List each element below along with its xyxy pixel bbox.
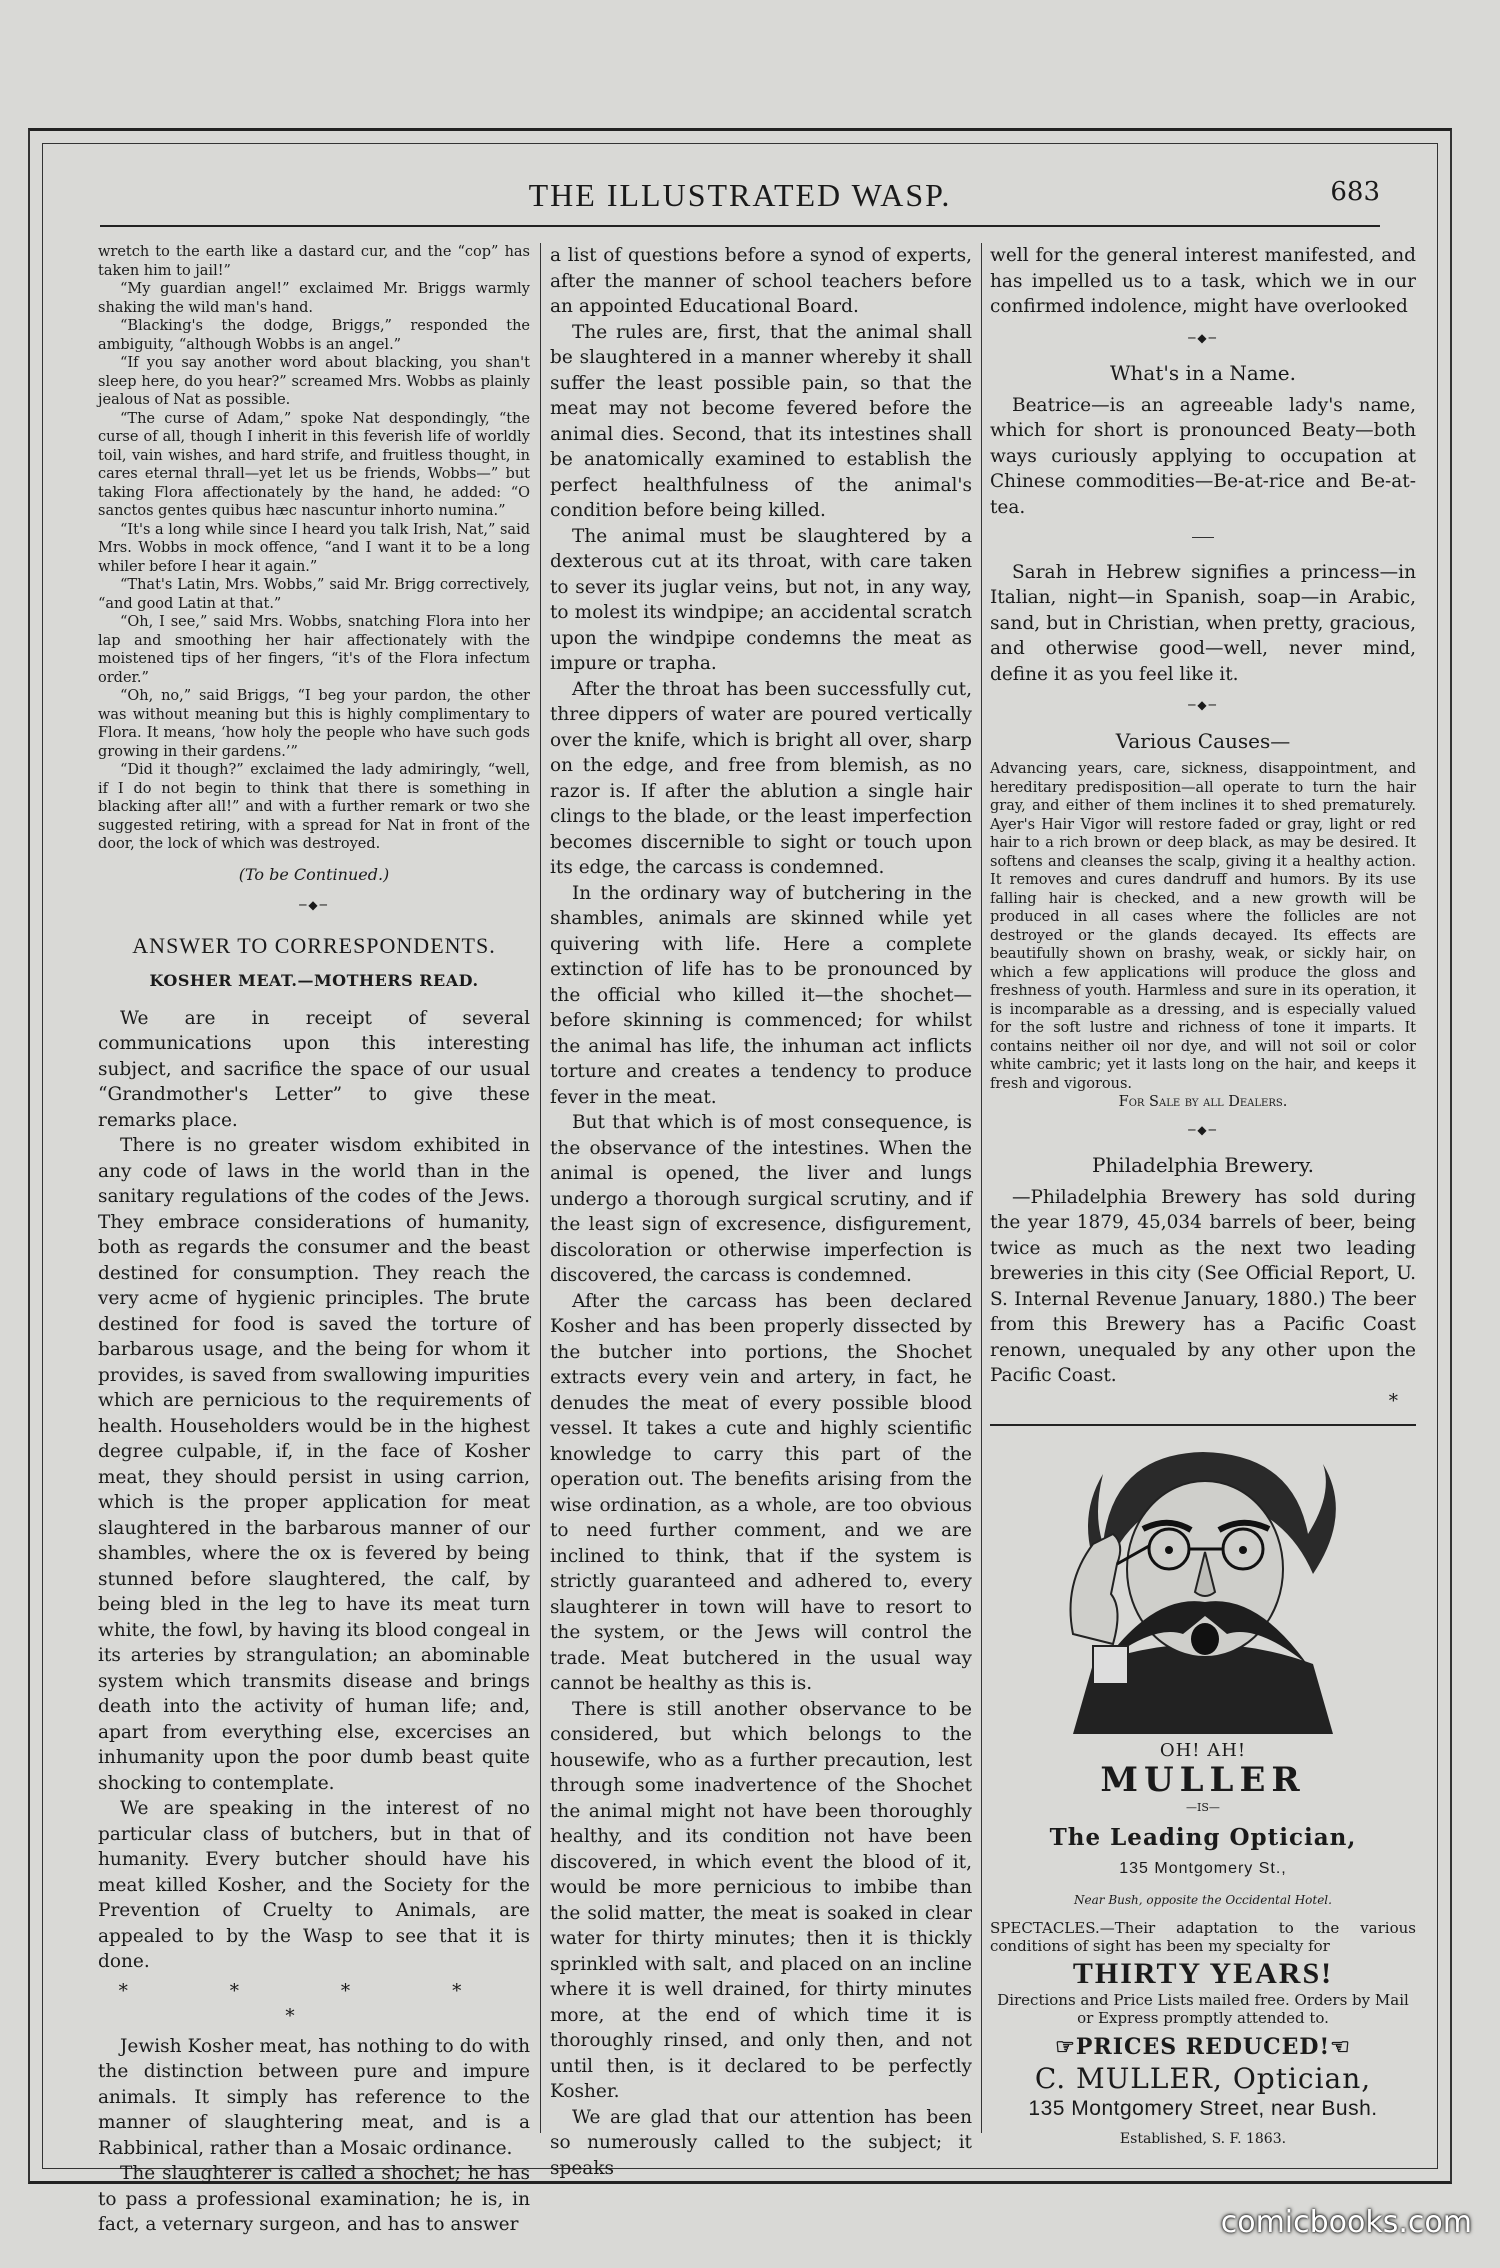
ad-directions: Directions and Price Lists mailed free. Orders by Mail or Express promptly attended to. bbox=[997, 1990, 1409, 2027]
column-2 bbox=[550, 243, 972, 2179]
page-header bbox=[100, 171, 1380, 227]
article-paragraph: But that which is of most consequence, is the observance of the intestines. When the animal is opened, the liver and lungs undergo a thorough surgical scrutiny, and if the least sign of excresence, disfigurement, discoloration or otherwise imperfection is discovered, the carcass is condemned. bbox=[550, 1112, 972, 1286]
ad-leading-optician: The Leading Optician, bbox=[1049, 1823, 1357, 1851]
article-paragraph: After the throat has been successfully cut, three dippers of water are poured vertically over the knife, which is bright all over, sharp on the edge, and free from blemish, as no razor is. If after the ablution a single hair clings to the blade, or the least imperfection becomes discernible to sight or touch upon its edge, the carcass is condemned. bbox=[550, 678, 972, 878]
ornament-divider: ─◆─ bbox=[299, 898, 329, 912]
ad-near: Near Bush, opposite the Occidental Hotel. bbox=[1074, 1892, 1332, 1907]
item-title-brewery: Philadelphia Brewery. bbox=[1091, 1153, 1315, 1177]
article-paragraph: We are glad that our attention has been so numerously called to the subject; it speaks bbox=[550, 2106, 972, 2179]
story-paragraph: “Oh, no,” said Briggs, “I beg your pardon, the other was without meaning but this is highly complimentary to Flora. It means, ‘how holy the people who have such gods growing in their gardens.’” bbox=[98, 688, 530, 760]
article-paragraph: There is still another observance to be considered, but which belongs to the housewife, who as a further precaution, lest through some inadvertence of the Shochet the animal might not have been thoroughly healthy, and its condition not have been discovered, in which event the blood of it, would be more pernicious to imbibe than the solid matter, the meat is soaked in clear water for thirty minutes; then it is thickly sprinkled with salt, and placed on an incline where it is well drained, for thirty minutes more, at the end of which time it is thoroughly rinsed, and only then, and not until then, is it declared to be perfectly Kosher. bbox=[550, 1698, 972, 2102]
portrait-illustration bbox=[1033, 1434, 1373, 1734]
article-paragraph: The animal must be slaughtered by a dexterous cut at its throat, with care taken to sever its juglar veins, but not, in any way, to molest its windpipe; an accidental scratch upon the windpipe condemns the meat as impure or trapha. bbox=[550, 525, 972, 674]
story-paragraph: “Did it though?” exclaimed the lady admiringly, “well, if I do not begin to think that there is something in blacking after all!” and with a further remark or two she suggested retiring, with a spread for Nat in front of the door, the lock of which was destroyed. bbox=[98, 762, 530, 852]
ornament-divider: ─◆─ bbox=[1188, 698, 1218, 712]
column-rule bbox=[540, 243, 541, 2133]
hair-vigor-ad-text: Advancing years, care, sickness, disappointment, and hereditary predisposition—all operate to turn the hair gray, and either of them inclines it to shed prematurely. Ayer's Hair Vigor will restore faded or gray, light or red hair to a rich brown or deep black, as may be desired. It softens and cleanses the scalp, giving it a healthy action. It removes and cures dandruff and humors. By its use falling hair is checked, and a new growth will be produced in all cases where the follicles are not destroyed or the glands decayed. Its effects are beautifully shown on brashy, weak, or sickly hair, on which a few applications will produce the gloss and freshness of youth. Harmless and sure in its operation, it is incomparable as a dressing, and is especially valued for the soft lustre and richness of tone it imparts. It contains neither oil nor dye, and will not soil or color white cambric; yet it lasts long on the hair, and keeps it fresh and vigorous. bbox=[990, 761, 1416, 1092]
item-title-name: What's in a Name. bbox=[1109, 361, 1296, 385]
article-paragraph: Jewish Kosher meat, has nothing to do with the distinction between pure and impure animals. It simply has reference to the manner of slaughtering meat, and is a Rabbinical, rather than a Mosaic ordinance. bbox=[98, 2035, 530, 2159]
ad-thirty-years: THIRTY YEARS! bbox=[1072, 1957, 1334, 1990]
stars-divider: * * * * * bbox=[118, 1980, 510, 2027]
article-paragraph: a list of questions before a synod of experts, after the manner of school teachers before an appointed Educational Board. bbox=[550, 245, 972, 317]
article-paragraph: The slaughterer is called a shochet; he has to pass a professional examination; he is, in fact, a veternary surgeon, and has to answer bbox=[98, 2163, 530, 2235]
ad-exclamation: OH! AH! bbox=[1159, 1740, 1247, 1761]
story-paragraph: “My guardian angel!” exclaimed Mr. Briggs warmly shaking the wild man's hand. bbox=[98, 281, 530, 316]
ad-c-muller: C. MULLER, Optician, bbox=[1034, 2062, 1372, 2095]
story-paragraph: wretch to the earth like a dastard cur, and the “cop” has taken him to jail!” bbox=[98, 244, 530, 279]
story-paragraph: “Blacking's the dodge, Briggs,” responded the ambiguity, “although Wobbs is an angel.” bbox=[98, 318, 530, 353]
muller-advertisement bbox=[990, 1434, 1416, 2153]
dash-divider bbox=[990, 524, 1416, 550]
story-paragraph: “The curse of Adam,” spoke Nat despondingly, “the curse of all, though I inherit in this feverish life of worldly toil, vain wishes, and hard strife, and fruitless thought, in cares eternal thrall—yet let us be friends, Wobbs—” but taking Flora affectionately by the hand, he added: “O sanctos gentes quibus hæc nascuntur inhorto numina.” bbox=[98, 410, 530, 519]
brewery-text: —Philadelphia Brewery has sold during the year 1879, 45,034 barrels of beer, being twice as much as the next two leading breweries in this city (See Official Report, U. S. Internal Revenue January, 1880.) The beer from this Brewery has a Pacific Coast renown, unequaled by any other upon the Pacific Coast. bbox=[990, 1186, 1416, 1386]
article-paragraph: We are speaking in the interest of no particular class of butchers, but in that of humanity. Every butcher should have his meat killed Kosher, and the Society for the Prevention of Cruelty to Animals, are appealed to by the Wasp to see that it is done. bbox=[98, 1798, 530, 1972]
for-sale-line: For Sale by all Dealers. bbox=[1118, 1094, 1288, 1110]
article-paragraph: After the carcass has been declared Kosher and has been properly dissected by the butcher into portions, the Shochet extracts every vein and artery, in fact, he denudes the meat of every possible blood vessel. It takes a cute and highly scientific knowledge to carry this part of the operation out. The benefits arising from the wise ordination, as a whole, are too obvious to need further comment, and we are inclined to think, that if the system is strictly guaranteed and adhered to, every slaughterer in town will have to resort to the system, or the Jews will control the trade. Meat butchered in the usual way cannot be healthy as this is. bbox=[550, 1290, 972, 1694]
item-title-causes: Various Causes— bbox=[1115, 728, 1291, 753]
article-paragraph: well for the general interest manifested, and has impelled us to a task, which we in our confirmed indolence, might have overlooked bbox=[990, 245, 1416, 317]
serial-story bbox=[98, 243, 530, 854]
ad-name: MULLER bbox=[1100, 1759, 1306, 1800]
ad-spectacles: SPECTACLES.—Their adaptation to the various conditions of sight has been my specialty for bbox=[990, 1919, 1416, 1955]
page-number: 683 bbox=[1330, 177, 1380, 207]
story-paragraph: “It's a long while since I heard you talk Irish, Nat,” said Mrs. Wobbs in mock offence, “and I want it to be a long whiler before I hear it again.” bbox=[98, 521, 530, 575]
article-paragraph: There is no greater wisdom exhibited in any code of laws in the world than in the sanitary regulations of the codes of the Jews. They embrace considerations of humanity, both as regards the consumer and the beast destined for consumption. They reach the very acme of hygienic principles. The brute destined for food is saved the torture of barbarous usage, and the being for whom it provides, is saved from swallowing impurities which are pernicious to the requirements of health. Householders would be in the highest degree culpable, if, in the face of Kosher meat, they should persist in using carrion, which is the proper application for meat slaughtered in the barbarous manner of our shambles, where the ox is fevered by being stunned before slaughtered, the calf, by being bled in the leg to have its meat turn white, the fowl, by having its blood congeal in its arteries by strangulation; an abominable system which transmits disease and brings death into the activity of human life; and, apart from everything else, excercises an inhumanity upon the poor dumb beast quite shocking to contemplate. bbox=[98, 1135, 530, 1794]
ornament-divider: ─◆─ bbox=[1188, 330, 1218, 345]
publication-title: THE ILLUSTRATED WASP. bbox=[528, 177, 952, 213]
ad-rule bbox=[990, 1424, 1416, 1426]
ad-is: —IS— bbox=[1186, 1801, 1220, 1814]
watermark-text: comicbooks.com bbox=[1220, 2205, 1472, 2240]
brewery-star: * bbox=[1388, 1390, 1398, 1412]
ad-address: 135 Montgomery St., bbox=[1119, 1860, 1287, 1877]
item-paragraph: Sarah in Hebrew signifies a princess—in Italian, night—in Spanish, soap—in Arabic, sand, but in Christian, when pretty, gracious, and otherwise good—well, never mind, define it as you feel like it. bbox=[990, 561, 1416, 685]
article-title: KOSHER MEAT.—MOTHERS READ. bbox=[149, 971, 479, 990]
column-3 bbox=[990, 243, 1416, 2147]
column-rule bbox=[981, 243, 982, 2133]
story-paragraph: “That's Latin, Mrs. Wobbs,” said Mr. Brigg correctively, “and good Latin at that.” bbox=[98, 577, 530, 612]
story-paragraph: “Oh, I see,” said Mrs. Wobbs, snatching Flora into her lap and smoothing her hair affectionately with the moistened tips of her fingers, “it's of the Flora infectum order.” bbox=[98, 614, 530, 686]
ornament-divider: ─◆─ bbox=[1188, 1122, 1218, 1137]
ad-established: Established, S. F. 1863. bbox=[1119, 2131, 1287, 2147]
article-paragraph: The rules are, first, that the animal shall be slaughtered in a manner whereby it shall suffer the least possible pain, so that the meat may not become fevered before the animal dies. Second, that its intestines shall be anatomically examined to establish the perfect healthfulness of the animal's condition before being killed. bbox=[550, 321, 972, 521]
ad-c-muller-address: 135 Montgomery Street, near Bush. bbox=[1028, 2096, 1378, 2120]
article-paragraph: We are in receipt of several communications upon this interesting subject, and sacrifice the space of our usual “Grandmother's Letter” to give these remarks place. bbox=[98, 1007, 530, 1131]
story-paragraph: “If you say another word about blacking, you shan't sleep here, do you hear?” screamed Mrs. Wobbs as plainly jealous of Nat as possible. bbox=[98, 355, 530, 408]
ad-prices-reduced: ☞PRICES REDUCED!☜ bbox=[1055, 2033, 1351, 2060]
column-1 bbox=[98, 243, 530, 2235]
section-title: ANSWER TO CORRESPONDENTS. bbox=[132, 932, 496, 958]
to-be-continued: (To be Continued.) bbox=[238, 864, 390, 884]
item-paragraph: Beatrice—is an agreeable lady's name, which for short is pronounced Beaty—both ways curiously applying to occupation at Chinese commodities—Be-at-rice and Be-at-tea. bbox=[990, 394, 1416, 518]
article-paragraph: In the ordinary way of butchering in the shambles, animals are skinned while yet quivering with life. Here a complete extinction of life has to be pronounced by the official who killed it—the shochet—before skinning is commenced; for whilst the animal has life, the inhuman act inflicts torture and creates a tendency to produce fever in the meat. bbox=[550, 882, 972, 1108]
